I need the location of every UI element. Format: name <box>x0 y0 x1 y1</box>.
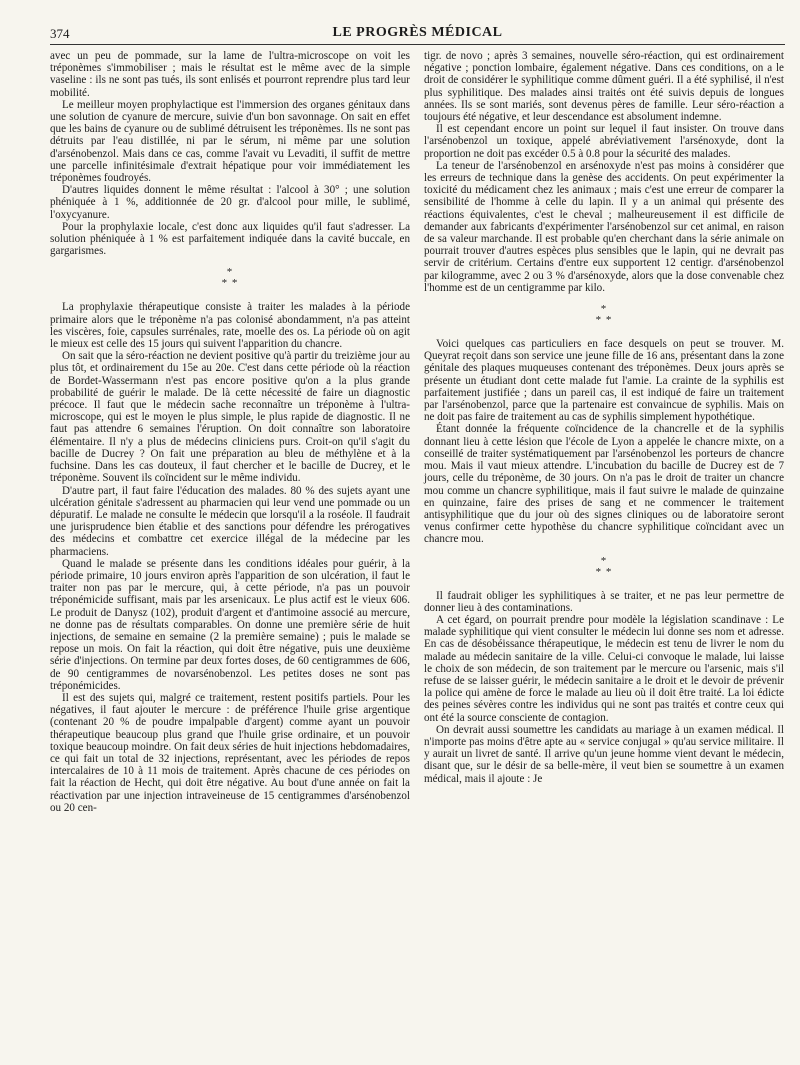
page-header <box>50 24 785 45</box>
separator-bottom: * * <box>595 314 613 327</box>
paragraph: Il est des sujets qui, malgré ce traitement, restent positifs partiels. Pour les négatives, il faut ajouter le mercure : de préférence l'huile grise argentique (contenant 20 % de poudre impalpable d'argent) comme ayant un pouvoir thérapeutique beaucoup plus grand que l'huile grise ordinaire, et un pouvoir toxique beaucoup moindre. On fait deux séries de huit injections hebdomadaires, ce qui fait un total de 32 injections, représentant, avec les périodes de repos intercalaires de 10 à 11 mois de traitement. Après chacune de ces périodes on fait la réaction de Hecht, qui doit être négative. Au bout d'une année on fait la réactivation par une injection intraveineuse de 15 centigrammes d'arsénobenzol ou 20 cen- <box>50 691 410 814</box>
page-number: 374 <box>50 26 70 41</box>
section-separator <box>50 267 410 289</box>
paragraph: On sait que la séro-réaction ne devient positive qu'à partir du treizième jour au plus tôt, et ordinairement du 15e au 20e. C'est dans cette période où la réaction de Bordet-Wassermann n'est pas encore positive qu'on a la plus grande probabilité de guérir le malade. De là cette nécessité de faire un diagnostic précoce. Il faut que le médecin sache reconnaître un tréponème à l'ultra-microscope, qui est le moyen le plus simple, le plus rapide de diagnostic. Il ne faut pas attendre 6 semaines l'éruption. On doit connaître son laboratoire élémentaire. Il n'y a plus de médecins cliniciens purs. Croit-on qu'il s'agit du bacille de Ducrey ? On fait une préparation au bleu de méthylène et à la fuchsine. Dans les cas douteux, il faut chercher et le bacille de Ducrey, et le tréponème. Souvent ils coïncident sur le même individu. <box>50 350 410 485</box>
section-separator <box>424 304 784 326</box>
paragraph: Il est cependant encore un point sur lequel il faut insister. On trouve dans l'arsénobenzol un toxique, appelé abréviativement l'arsénoxyde, dont la proportion ne doit pas excéder 0.5 à 0.8 pour la sécurité des malades. <box>424 123 784 160</box>
section-separator <box>424 556 784 578</box>
paragraph: Voici quelques cas particuliers en face desquels on peut se trouver. M. Queyrat reçoit dans son service une jeune fille de 16 ans, présentant dans la zone génitale des plaques muqueuses contenant des tréponèmes. Deux jours après se présente un étudiant dont cette malade fut l'amie. La crainte de la syphilis est parfaitement justifiée ; dans un pareil cas, il est indiqué de faire un traitement par l'arsénobenzol, parce que la partenaire est convaincue de syphilis. Mais on ne doit pas faire de traitement au cas de syphilis simplement hypothétique. <box>424 338 784 424</box>
paragraph: Quand le malade se présente dans les conditions idéales pour guérir, à la période primaire, 10 jours environ après l'apparition de son ulcération, il faut le traiter non pas par le mercure, qui, à cette période, n'a pas un pouvoir tréponémicide suffisant, mais par les arsenicaux. Le plus actif est le vieux 606. Le produit de Danysz (102), produit d'argent et d'antimoine associé au mercure, ne donne pas de résultats comparables. On donne une première série de huit injections, de semaine en semaine (2 la première semaine) ; puis le malade se repose un mois. On fait la réaction, qui doit être négative, puis une deuxième série d'injections. On termine par deux fortes doses, de 60 centigrammes de 606, de 90 centigrammes de novarsénobenzol. Les petites doses ne sont pas tréponémicides. <box>50 557 410 692</box>
paragraph: D'autre part, il faut faire l'éducation des malades. 80 % des sujets ayant une ulcération génitale s'adressent au pharmacien qui leur vend une pommade ou un dépuratif. Le malade ne consulte le médecin que lorsqu'il a la roséole. Il faudrait une jurisprudence bien établie et des sanctions pour défendre les prérogatives des médecins et combattre cet exercice illégal de la médecine par les pharmaciens. <box>50 484 410 558</box>
paragraph: Pour la prophylaxie locale, c'est donc aux liquides qu'il faut s'adresser. La solution phéniquée à 1 % est parfaitement indiquée dans la cavité buccale, en gargarismes. <box>50 220 410 258</box>
paragraph: tigr. de novo ; après 3 semaines, nouvelle séro-réaction, qui est ordinairement négative ; ponction lombaire, également négative. Dans ces conditions, on a le droit de considérer le syphilitique comme dûment guéri. Il a été syphilisé, il n'est plus syphilitique. Des malades ainsi traités ont été suivis depuis de longues années. Ils se sont mariés, sont devenus pères de famille. Leur séro-réaction a toujours été négative, et leur descendance est absolument indemne. <box>424 50 784 124</box>
paragraph: On devrait aussi soumettre les candidats au mariage à un examen médical. Il n'importe pas moins d'être apte au « service conjugal » qu'au service militaire. Il y aurait un livret de santé. Il arrive qu'un jeune homme vient devant le médecin, disant que, sur le désir de sa belle-mère, il veut bien se soumettre à un examen médical, mais il ajoute : Je <box>424 723 784 785</box>
paragraph: D'autres liquides donnent le même résultat : l'alcool à 30° ; une solution phéniquée à 1 %, additionnée de 20 gr. d'alcool pour mille, le sublimé, l'oxycyanure. <box>50 184 410 221</box>
left-column <box>50 50 410 814</box>
right-column <box>424 50 784 785</box>
paragraph: avec un peu de pommade, sur la lame de l'ultra-microscope on voit les tréponèmes s'immobiliser ; mais le résultat est le même avec de la simple vaseline : ils ne sont pas tués, ils sont enlisés et pourront reprendre plus tard leur mobilité. <box>50 50 410 99</box>
paragraph: A cet égard, on pourrait prendre pour modèle la législation scandinave : Le malade syphilitique qui vient consulter le médecin lui donne ses nom et adresse. En cas de désobéissance thérapeutique, le médecin est tenu de livrer le nom du malade au médecin sanitaire de la ville. Celui-ci convoque le malade, lui laisse le choix de son médecin, de son traitement par le mercure ou l'arsenic, mais s'il refuse de se laisser guérir, le médecin sanitaire a le droit et le devoir de prévenir la police qui amène de force le malade au lieu où il doit être traité. La loi édicte des peines sévères contre les individus qui ne sont pas traités et contre ceux qui ont été la source consciente de contagion. <box>424 613 784 724</box>
separator-bottom: * * <box>221 277 239 290</box>
paragraph: Étant donnée la fréquente coïncidence de la chancrelle et de la syphilis donnant lieu à cette lésion que l'école de Lyon a appelée le chancre mixte, on a conseillé de traiter systématiquement par l'arsénobenzol les porteurs de chancre mou. Mais il vaut mieux attendre. L'incubation du bacille de Ducrey est de 7 jours, celle du tréponème, de 30 jours. On n'a pas le droit de traiter un chancre mou comme un chancre syphilitique, mais il faut suivre le malade de quinzaine en quinzaine, faire des prises de sang et ne commencer le traitement antisyphilitique que du jour où des signes cliniques ou de laboratoire seront venus confirmer cette hypothèse du chancre syphilitique coïncidant avec un chancre mou. <box>424 423 784 546</box>
separator-top: * <box>600 554 608 567</box>
paragraph: La teneur de l'arsénobenzol en arsénoxyde n'est pas moins à considérer que les erreurs de technique dans la genèse des accidents. On peut expérimenter la toxicité du médicament chez les animaux ; mais c'est une erreur de comparer la sensibilité de l'homme à celle du lapin. Il y a un animal qui présente des réactions équivalentes, c'est le cheval ; malheureusement il est difficile de demander aux fabricants d'expérimenter l'arsénobenzol sur cet animal, en raison de sa valeur marchande. Il est probable qu'en cherchant dans la série animale on pourrait trouver d'autres espèces plus sensibles que le lapin, qui ne devrait pas servir de critérium. Certains d'entre eux supportent 12 centigr. d'arsénobenzol par kilogramme, avec 2 ou 3 % d'arsénoxyde, alors que la dose convenable chez l'homme est de un centigramme par kilo. <box>424 159 784 294</box>
paragraph: La prophylaxie thérapeutique consiste à traiter les malades à la période primaire alors que le tréponème n'a pas colonisé abondamment, n'a pas atteint les viscères, foie, capsules surrénales, rate, moelle des os. La période où on agit le mieux est celle des 15 jours qui suivent l'apparition du chancre. <box>50 301 410 351</box>
separator-bottom: * * <box>595 565 613 578</box>
paragraph: Le meilleur moyen prophylactique est l'immersion des organes génitaux dans une solution de cyanure de mercure, suivie d'un bon savonnage. On sait en effet que les bains de cyanure ou de sublimé détruisent les tréponèmes. Ils ne sont pas détruits par l'eau distillée, ni par le sérum, ni même par une solution d'arsénobenzol. Mais dans ce cas, comme l'avait vu Levaditi, il suffit de mettre une parcelle infinitésimale d'extrait hépatique pour voir immédiatement les tréponèmes foudroyés. <box>50 98 410 185</box>
running-title: LE PROGRÈS MÉDICAL <box>332 25 503 40</box>
separator-top: * <box>226 266 234 279</box>
separator-top: * <box>600 303 608 316</box>
paragraph: Il faudrait obliger les syphilitiques à se traiter, et ne pas leur permettre de donner lieu à des contaminations. <box>424 589 784 614</box>
